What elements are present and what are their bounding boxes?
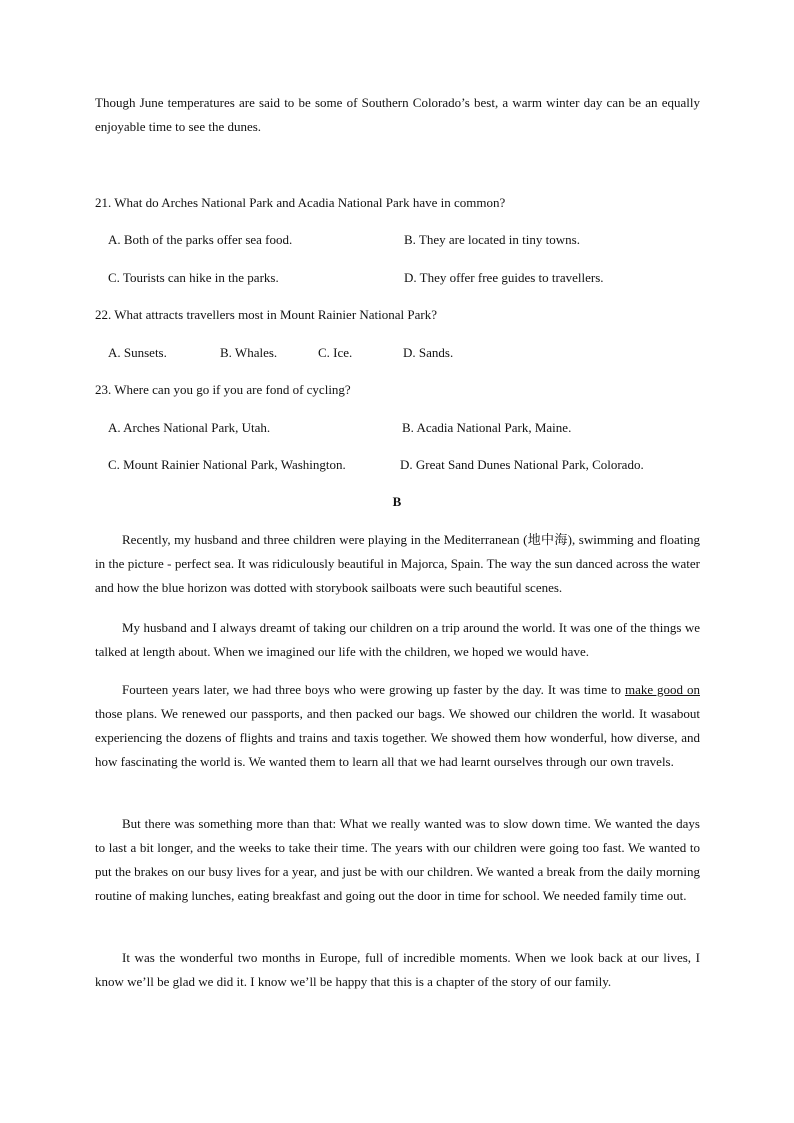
question-23-option-d: D. Great Sand Dunes National Park, Colorado. xyxy=(400,457,644,472)
question-23-option-b: B. Acadia National Park, Maine. xyxy=(402,420,572,435)
question-22-option-a: A. Sunsets. xyxy=(108,345,167,360)
question-23-option-c: C. Mount Rainier National Park, Washington. xyxy=(108,457,346,472)
paragraph-3-text-after: those plans. We renewed our passports, and then packed our bags. We showed our children the world. It wasabout experiencing the dozens of flights and trains and taxis together. We showed them how wonderful, how diverse, and how fascinating the world is. We wanted them to learn all that we had learnt ourselves through our own travels. xyxy=(95,706,700,769)
section-b-heading: B xyxy=(392,494,402,509)
underlined-phrase: make good on xyxy=(624,682,700,697)
section-b-paragraph-1: Recently, my husband and three children were playing in the Mediterranean (地中海), swimming and floating in the picture - perfect sea. It was ridiculously beautiful in Majorca, Spain. The way the sun danced across the water and how the blue horizon was dotted with storybook sailboats were such beautiful scenes. xyxy=(95,532,700,595)
question-22-stem: 22. What attracts travellers most in Mount Rainier National Park? xyxy=(95,307,438,322)
question-23-option-a: A. Arches National Park, Utah. xyxy=(108,420,271,435)
section-b-paragraph-4: But there was something more than that: What we really wanted was to slow down time. We wanted the days to last a bit longer, and the weeks to take their time. The years with our children were going too fast. We wanted to put the brakes on our busy lives for a year, and just be with our children. We wanted a break from the daily morning routine of making lunches, eating breakfast and going out the door in time for school. We needed family time out. xyxy=(95,816,700,903)
question-21-option-b: B. They are located in tiny towns. xyxy=(404,232,580,247)
question-21-option-d: D. They offer free guides to travellers. xyxy=(404,270,604,285)
intro-paragraph: Though June temperatures are said to be some of Southern Colorado’s best, a warm winter day can be an equally enjoyable time to see the dunes. xyxy=(95,95,700,134)
question-23-stem: 23. Where can you go if you are fond of cycling? xyxy=(95,382,351,397)
paragraph-3-text-before: Fourteen years later, we had three boys who were growing up faster by the day. It was time to xyxy=(122,682,625,697)
question-21-option-a: A. Both of the parks offer sea food. xyxy=(108,232,293,247)
section-b-paragraph-2: My husband and I always dreamt of taking our children on a trip around the world. It was one of the things we talked at length about. When we imagined our life with the children, we hoped we would have. xyxy=(95,620,700,659)
question-22-option-c: C. Ice. xyxy=(318,345,353,360)
section-b-paragraph-3 xyxy=(95,678,700,774)
question-22-option-d: D. Sands. xyxy=(403,345,454,360)
question-21-stem: 21. What do Arches National Park and Acadia National Park have in common? xyxy=(95,195,506,210)
question-22-option-b: B. Whales. xyxy=(220,345,278,360)
section-b-paragraph-5: It was the wonderful two months in Europe, full of incredible moments. When we look back at our lives, I know we’ll be glad we did it. I know we’ll be happy that this is a chapter of the story of our family. xyxy=(95,950,700,989)
question-21-option-c: C. Tourists can hike in the parks. xyxy=(108,270,279,285)
